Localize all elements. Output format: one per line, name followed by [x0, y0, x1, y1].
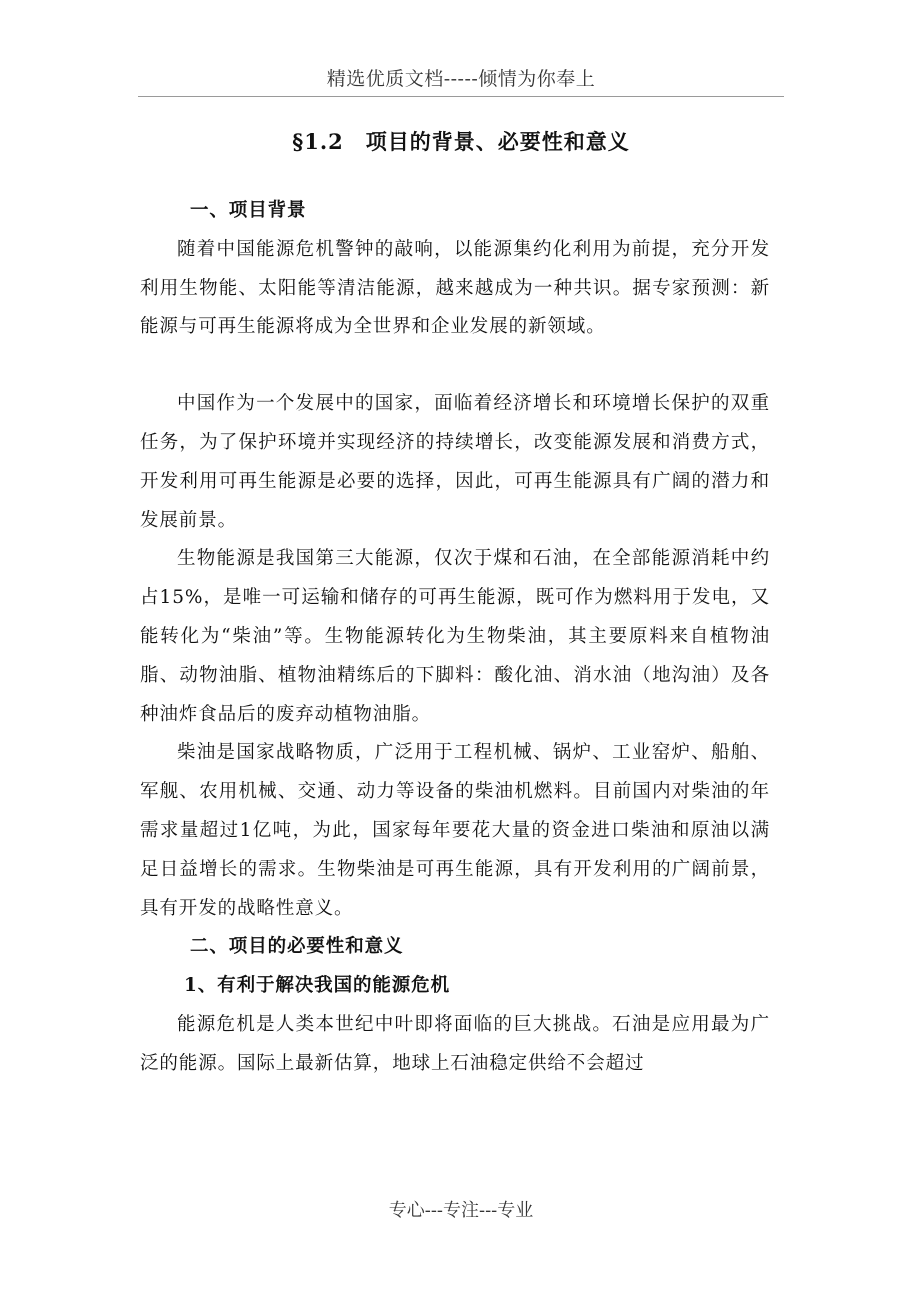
paragraph-2: 中国作为一个发展中的国家，面临着经济增长和环境增长保护的双重任务，为了保护环境并实现经济的持续增长，改变能源发展和消费方式，开发利用可再生能源是必要的选择，因此，可再生能源具有广阔的潜力和发展前景。 [140, 393, 770, 531]
paragraph-4: 柴油是国家战略物质，广泛用于工程机械、锅炉、工业窑炉、船舶、军舰、农用机械、交通、动力等设备的柴油机燃料。目前国内对柴油的年需求量超过1亿吨，为此，国家每年要花大量的资金进口柴油和原油以满足日益增长的需求。生物柴油是可再生能源，具有开发利用的广阔前景，具有开发的战略性意义。 [140, 742, 770, 919]
paragraph-gap [140, 347, 770, 385]
paragraph-5: 能源危机是人类本世纪中叶即将面临的巨大挑战。石油是应用最为广泛的能源。国际上最新估算，地球上石油稳定供给不会超过 [140, 1013, 770, 1074]
header-divider [138, 96, 784, 97]
page-footer: 专心---专注---专业 [388, 1200, 534, 1221]
document-body [140, 192, 770, 1084]
section-title: §1.2 项目的背景、必要性和意义 [292, 129, 630, 154]
paragraph-1: 随着中国能源危机警钟的敲响，以能源集约化利用为前提，充分开发利用生物能、太阳能等清洁能源，越来越成为一种共识。据专家预测：新能源与可再生能源将成为全世界和企业发展的新领域。 [140, 238, 770, 338]
subheading-energy-crisis: 1、有利于解决我国的能源危机 [184, 975, 450, 997]
paragraph-3: 生物能源是我国第三大能源，仅次于煤和石油，在全部能源消耗中约占15%，是唯一可运输和储存的可再生能源，既可作为燃料用于发电，又能转化为“柴油”等。生物能源转化为生物柴油，其主要原料来自植物油脂、动物油脂、植物油精练后的下脚料：酸化油、消水油（地沟油）及各种油炸食品后的废弃动植物油脂。 [140, 548, 770, 725]
heading-project-background: 一、项目背景 [190, 200, 307, 221]
page-header: 精选优质文档-----倾情为你奉上 [326, 68, 596, 90]
heading-necessity-significance: 二、项目的必要性和意义 [190, 936, 404, 958]
